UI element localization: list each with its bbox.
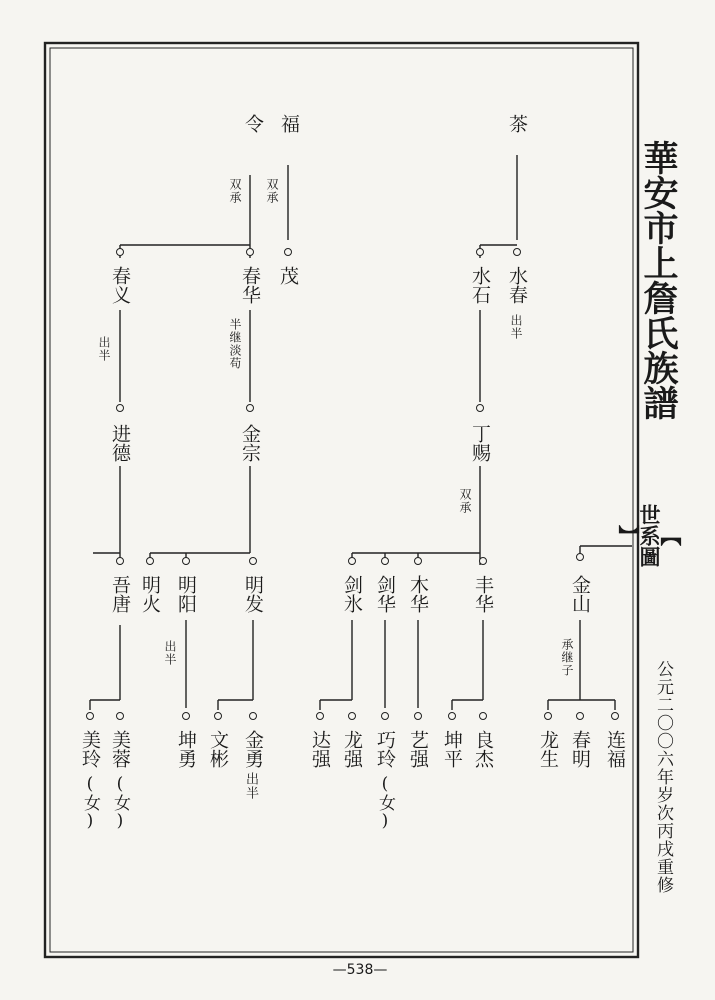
node-meirong: 美蓉 bbox=[109, 730, 131, 768]
node-fenghua: 丰华 bbox=[472, 575, 494, 613]
node-shuishi: 水石 bbox=[469, 266, 491, 304]
note-female: (女) bbox=[80, 774, 100, 831]
node-dingci: 丁赐 bbox=[469, 424, 491, 462]
node-shuichun: 水春 bbox=[506, 266, 528, 304]
node-jinshan: 金山 bbox=[569, 575, 591, 613]
note-chuban: 出半 bbox=[97, 336, 111, 362]
note-chuban: 出半 bbox=[243, 772, 258, 800]
note-chuban: 出半 bbox=[163, 640, 177, 666]
node-marker bbox=[116, 712, 124, 720]
node-marker bbox=[246, 248, 254, 256]
node-marker bbox=[381, 557, 389, 565]
node-muhua: 木华 bbox=[407, 575, 429, 613]
node-marker bbox=[513, 248, 521, 256]
node-jinzong: 金宗 bbox=[239, 424, 261, 462]
node-kunyong: 坤勇 bbox=[175, 730, 197, 768]
node-marker bbox=[544, 712, 552, 720]
note-female: (女) bbox=[110, 774, 130, 831]
book-title: 華安市上詹氏族譜 bbox=[638, 140, 679, 420]
node-qiaoling: 巧玲 bbox=[374, 730, 396, 768]
node-longsheng: 龙生 bbox=[537, 730, 559, 768]
node-jianhua: 剑华 bbox=[374, 575, 396, 613]
node-marker bbox=[249, 557, 257, 565]
note-shuangcheng: 双承 bbox=[265, 178, 279, 204]
node-longqiang: 龙强 bbox=[341, 730, 363, 768]
revision-date: 公元二〇〇六年岁次丙戌重修 bbox=[653, 660, 673, 894]
node-marker bbox=[381, 712, 389, 720]
node-marker bbox=[116, 557, 124, 565]
node-marker bbox=[249, 712, 257, 720]
node-marker bbox=[348, 712, 356, 720]
node-marker bbox=[414, 712, 422, 720]
node-marker bbox=[182, 712, 190, 720]
node-marker bbox=[348, 557, 356, 565]
node-marker bbox=[576, 553, 584, 561]
node-marker bbox=[479, 712, 487, 720]
node-jinde: 进德 bbox=[109, 424, 131, 462]
node-marker bbox=[116, 404, 124, 412]
node-jianbing: 剑氷 bbox=[341, 575, 363, 613]
node-chunyi: 春义 bbox=[109, 266, 131, 304]
bracket-bottom: 】 bbox=[616, 524, 641, 546]
node-cha: 茶 bbox=[506, 114, 528, 133]
node-chunming: 春明 bbox=[569, 730, 591, 768]
node-jinyong: 金勇 bbox=[242, 730, 264, 768]
node-minghuo: 明火 bbox=[139, 575, 161, 613]
node-lianfu: 连福 bbox=[604, 730, 626, 768]
node-mingyang: 明阳 bbox=[175, 575, 197, 613]
node-marker bbox=[182, 557, 190, 565]
section-title bbox=[616, 480, 683, 590]
outer-border bbox=[45, 43, 641, 957]
node-liangjie: 良杰 bbox=[472, 730, 494, 768]
node-marker bbox=[86, 712, 94, 720]
note-shuangcheng: 双承 bbox=[228, 178, 242, 204]
node-kunping: 坤平 bbox=[441, 730, 463, 768]
node-marker bbox=[476, 404, 484, 412]
node-marker bbox=[414, 557, 422, 565]
node-mingfa: 明发 bbox=[242, 575, 264, 613]
bracket-top: 【 bbox=[658, 524, 683, 546]
node-daqiang: 达强 bbox=[309, 730, 331, 768]
node-marker bbox=[316, 712, 324, 720]
node-chunhua: 春华 bbox=[239, 266, 261, 304]
node-yiqiang: 艺强 bbox=[407, 730, 429, 768]
note-female: (女) bbox=[375, 774, 395, 831]
node-marker bbox=[284, 248, 292, 256]
node-marker bbox=[448, 712, 456, 720]
node-marker bbox=[246, 404, 254, 412]
tree-lines bbox=[90, 155, 632, 710]
node-wutang: 吾唐 bbox=[109, 575, 131, 613]
node-marker bbox=[479, 557, 487, 565]
note-chengjizi: 承继子 bbox=[560, 638, 574, 677]
node-marker bbox=[476, 248, 484, 256]
node-marker bbox=[146, 557, 154, 565]
note-shuangcheng: 双承 bbox=[458, 488, 472, 514]
note-banji: 半继淡苟 bbox=[228, 318, 242, 370]
node-mao: 茂 bbox=[277, 266, 299, 285]
node-wenbin: 文彬 bbox=[207, 730, 229, 768]
node-marker bbox=[611, 712, 619, 720]
page-number: —538— bbox=[332, 962, 388, 978]
section-title-text: 世系圖 bbox=[637, 503, 662, 567]
node-meiling: 美玲 bbox=[79, 730, 101, 768]
node-marker bbox=[214, 712, 222, 720]
inner-border bbox=[50, 48, 633, 952]
note-chuban: 出半 bbox=[509, 314, 523, 340]
node-marker bbox=[116, 248, 124, 256]
node-fu: 福 bbox=[278, 114, 300, 133]
node-ling: 令 bbox=[242, 114, 264, 133]
node-marker bbox=[576, 712, 584, 720]
